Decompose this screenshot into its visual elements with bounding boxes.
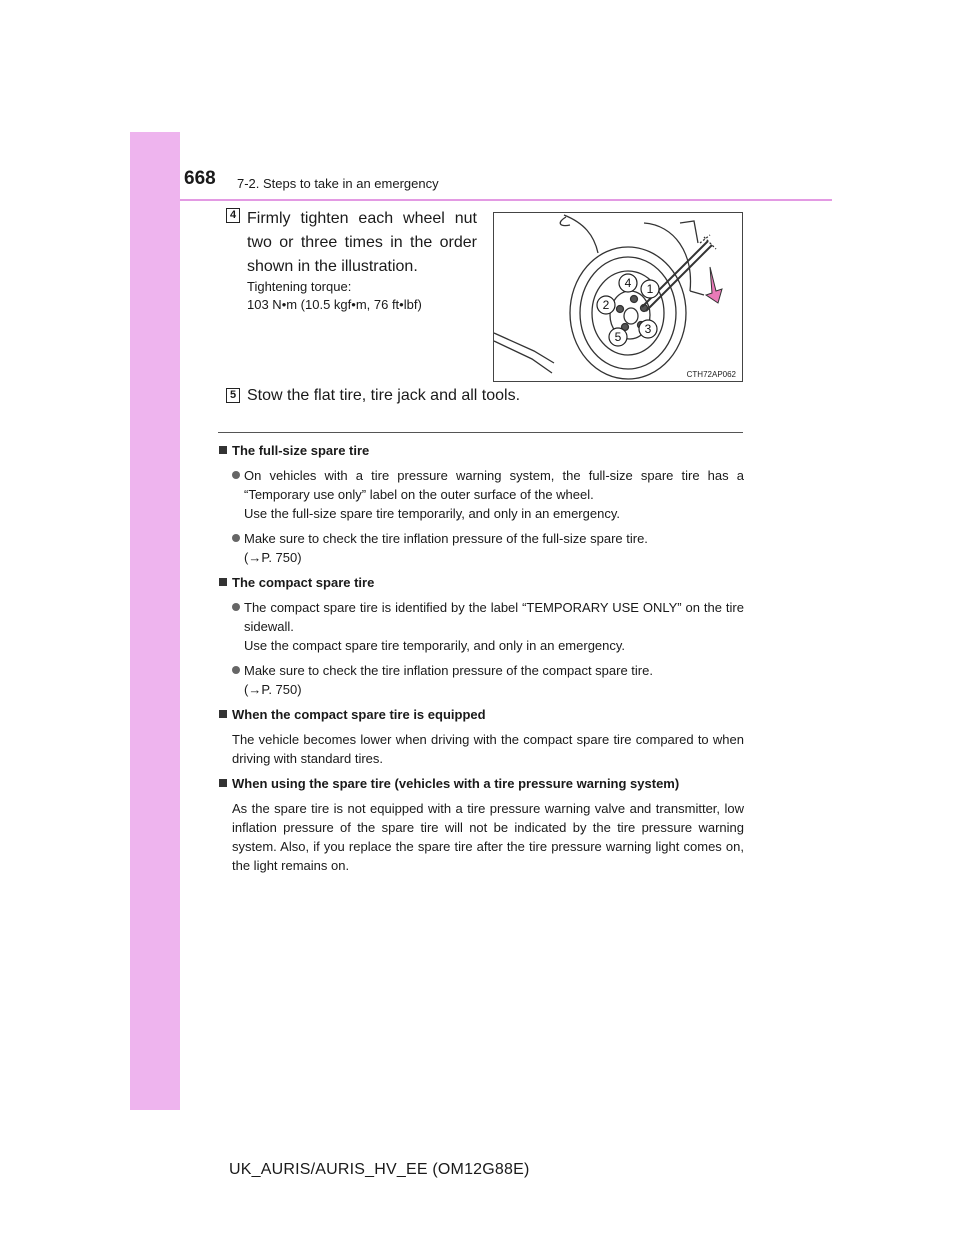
- notes-section: [218, 441, 744, 875]
- step-4-line: two or three times in the order: [247, 234, 477, 251]
- torque-label: Tightening torque:: [247, 279, 352, 294]
- wheel-illustration-drawing: [494, 213, 742, 381]
- header-rule: [180, 199, 832, 201]
- step-5-instruction: Stow the flat tire, tire jack and all tools.: [247, 387, 521, 404]
- note-bullet-text: The compact spare tire is identified by the label “TEMPORARY USE ONLY” on the tire sidewall.: [244, 600, 744, 634]
- note-paragraph: As the spare tire is not equipped with a tire pressure warning valve and transmitter, low inflation pressure of the spare tire will not be indicated by the tire pressure warning system. Also, if you replace the spare tire after the tire pressure warning light comes on, the light remains on.: [232, 801, 744, 873]
- torque-value: 103 N•m (10.5 kgf•m, 76 ft•lbf): [247, 297, 422, 312]
- figure-callout: 5: [614, 330, 622, 344]
- note-bullet: [232, 529, 744, 567]
- step-4-badge: 4: [226, 208, 240, 223]
- note-heading: When using the spare tire (vehicles with a tire pressure warning system): [218, 774, 744, 793]
- page-reference: (→P. 750): [244, 550, 302, 565]
- note-bullet-text: Use the full-size spare tire temporarily, and only in an emergency.: [244, 506, 620, 521]
- step-4-instruction: [247, 207, 477, 279]
- page-number: 668: [184, 168, 216, 189]
- figure-callout: 1: [646, 282, 654, 296]
- note-bullet: [232, 466, 744, 523]
- step-4-line: shown in the illustration.: [247, 258, 418, 275]
- note-bullet-text: Make sure to check the tire inflation pressure of the full-size spare tire.: [244, 531, 648, 546]
- figure-callout: 4: [624, 276, 632, 290]
- note-paragraph: The vehicle becomes lower when driving with the compact spare tire compared to when driving with standard tires.: [232, 732, 744, 766]
- figure-callout: 3: [644, 322, 652, 336]
- note-heading: The compact spare tire: [218, 573, 744, 592]
- note-bullet: [232, 661, 744, 699]
- note-heading: When the compact spare tire is equipped: [218, 705, 744, 724]
- step-5-badge: 5: [226, 388, 240, 403]
- section-title: 7-2. Steps to take in an emergency: [237, 176, 439, 191]
- note-bullet-text: Use the compact spare tire temporarily, and only in an emergency.: [244, 638, 626, 653]
- figure-callout: 2: [602, 298, 610, 312]
- note-bullet: [232, 598, 744, 655]
- page-reference: (→P. 750): [244, 682, 302, 697]
- note-heading: The full-size spare tire: [218, 441, 744, 460]
- note-bullet-text: Make sure to check the tire inflation pressure of the compact spare tire.: [244, 663, 653, 678]
- section-divider: [218, 432, 743, 433]
- note-bullet-text: On vehicles with a tire pressure warning system, the full-size spare tire has a “Temporary use only” label on the outer surface of the wheel.: [244, 468, 744, 502]
- manual-code-footer: UK_AURIS/AURIS_HV_EE (OM12G88E): [229, 1161, 530, 1178]
- chapter-sidebar-tab: [130, 132, 180, 1110]
- step-4-line: Firmly tighten each wheel nut: [247, 210, 477, 227]
- figure-code: CTH72AP062: [686, 370, 736, 379]
- wheel-nut-tightening-illustration: [493, 212, 743, 382]
